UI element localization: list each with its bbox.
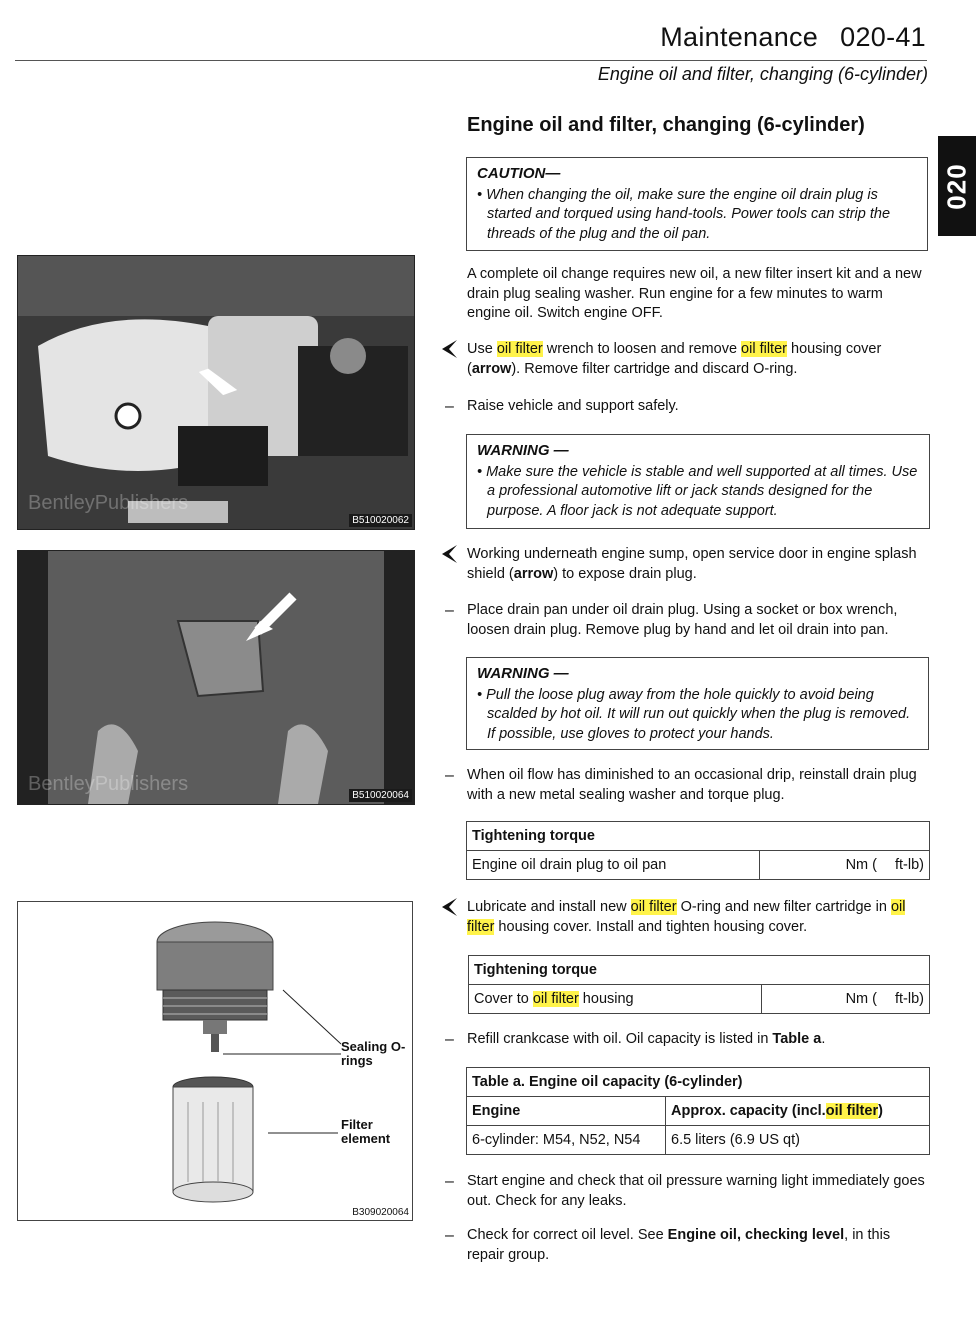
figure-pointer-icon: [439, 543, 459, 565]
step-open-service-door: Working underneath engine sump, open service door in engine splash shield (arrow) to expose drain plug.: [467, 545, 929, 584]
step-raise-vehicle: – Raise vehicle and support safely.: [445, 398, 679, 415]
warning-label: WARNING —: [477, 442, 569, 459]
caution-text: • When changing the oil, make sure the engine oil drain plug is started and torqued using hand-tools. Power tools can strip the threads of the plug and the oil pan.: [477, 186, 891, 242]
torque-table-drain-plug: [466, 821, 930, 880]
dash-bullet: –: [445, 1227, 454, 1244]
torque-header: Tightening torque: [469, 956, 930, 985]
page-number: 020-41: [840, 22, 926, 52]
section-header: [560, 22, 926, 53]
warning-text: • Make sure the vehicle is stable and well supported at all times. Use a professional automotive lift or jack stands designed for the purpose. A floor jack is not adequate support.: [477, 463, 918, 519]
warning-box-hot-oil: [466, 657, 929, 750]
torque-item: Cover to oil filter housing: [469, 985, 762, 1014]
engine-bay-photo: [17, 255, 415, 530]
step-install-filter: Lubricate and install new oil filter O-ring and new filter cartridge in oil filter housing cover. Install and tighten housing cover.: [467, 898, 929, 937]
torque-item: Engine oil drain plug to oil pan: [467, 851, 760, 880]
callout-sealing-orings: Sealing O-rings: [341, 1039, 406, 1068]
figure-id: B309020064: [352, 1207, 409, 1218]
figure-id: B510020064: [349, 789, 412, 802]
caution-label: CAUTION—: [477, 165, 561, 182]
caution-box: [466, 157, 928, 251]
torque-header: Tightening torque: [467, 822, 930, 851]
underbody-photo: [17, 550, 415, 805]
header-subtitle: Engine oil and filter, changing (6-cylinder): [597, 64, 928, 84]
dash-bullet: –: [445, 602, 454, 619]
page-title: Engine oil and filter, changing (6-cylinder): [467, 114, 865, 136]
callout-filter-element: Filter element: [341, 1117, 391, 1146]
column-header-engine: Engine: [467, 1097, 666, 1126]
warning-label: WARNING —: [477, 665, 569, 682]
watermark: BentleyPublishers: [28, 492, 189, 514]
section-name: Maintenance: [660, 22, 819, 52]
intro-paragraph: A complete oil change requires new oil, a new filter insert kit and a new drain plug sealing washer. Run engine for a few minutes to warm engine oil. Switch engine OFF.: [467, 266, 922, 321]
step-check-level: – Check for correct oil level. See Engine oil, checking level, in this repair group.: [445, 1227, 891, 1263]
filter-diagram: [17, 901, 413, 1221]
dash-bullet: –: [445, 1031, 454, 1048]
splash-shield-illustration: [18, 551, 414, 804]
torque-value: Nm ( ft-lb): [760, 851, 930, 880]
step-refill: – Refill crankcase with oil. Oil capacity is listed in Table a.: [445, 1031, 826, 1048]
table-title: Table a. Engine oil capacity (6-cylinder): [467, 1068, 930, 1097]
oil-capacity-table: [466, 1067, 930, 1155]
step-remove-filter: Use oil filter wrench to loosen and remove oil filter housing cover (arrow). Remove filter cartridge and discard O-ring.: [467, 340, 929, 379]
watermark: BentleyPublishers: [28, 773, 189, 795]
warning-text: • Pull the loose plug away from the hole quickly to avoid being scalded by hot oil. It will run out quickly when the plug is removed. If possible, use gloves to protect your hands.: [477, 686, 911, 742]
chapter-tab-label: 020: [941, 162, 972, 210]
header-rule: [15, 60, 927, 61]
warning-box-support: [466, 434, 930, 529]
step-start-engine: – Start engine and check that oil pressure warning light immediately goes out. Check for any leaks.: [445, 1173, 925, 1209]
dash-bullet: –: [445, 398, 454, 415]
dash-bullet: –: [445, 1173, 454, 1190]
dash-bullet: –: [445, 767, 454, 784]
figure-id: B510020062: [349, 514, 412, 527]
torque-value: Nm ( ft-lb): [762, 985, 930, 1014]
table-cell-capacity: 6.5 liters (6.9 US qt): [666, 1126, 930, 1155]
figure-pointer-icon: [439, 338, 459, 360]
step-drain-oil: – Place drain pan under oil drain plug. Using a socket or box wrench, loosen drain plug. Remove plug by hand and let oil drain into pan.: [445, 602, 898, 638]
column-header-capacity: Approx. capacity (incl.oil filter): [666, 1097, 930, 1126]
engine-bay-illustration: [18, 256, 414, 529]
chapter-tab: [938, 136, 976, 236]
table-cell-engine: 6-cylinder: M54, N52, N54: [467, 1126, 666, 1155]
figure-pointer-icon: [439, 896, 459, 918]
step-reinstall-plug: – When oil flow has diminished to an occasional drip, reinstall drain plug with a new metal sealing washer and torque plug.: [445, 767, 917, 803]
torque-table-filter-cover: [468, 955, 930, 1014]
